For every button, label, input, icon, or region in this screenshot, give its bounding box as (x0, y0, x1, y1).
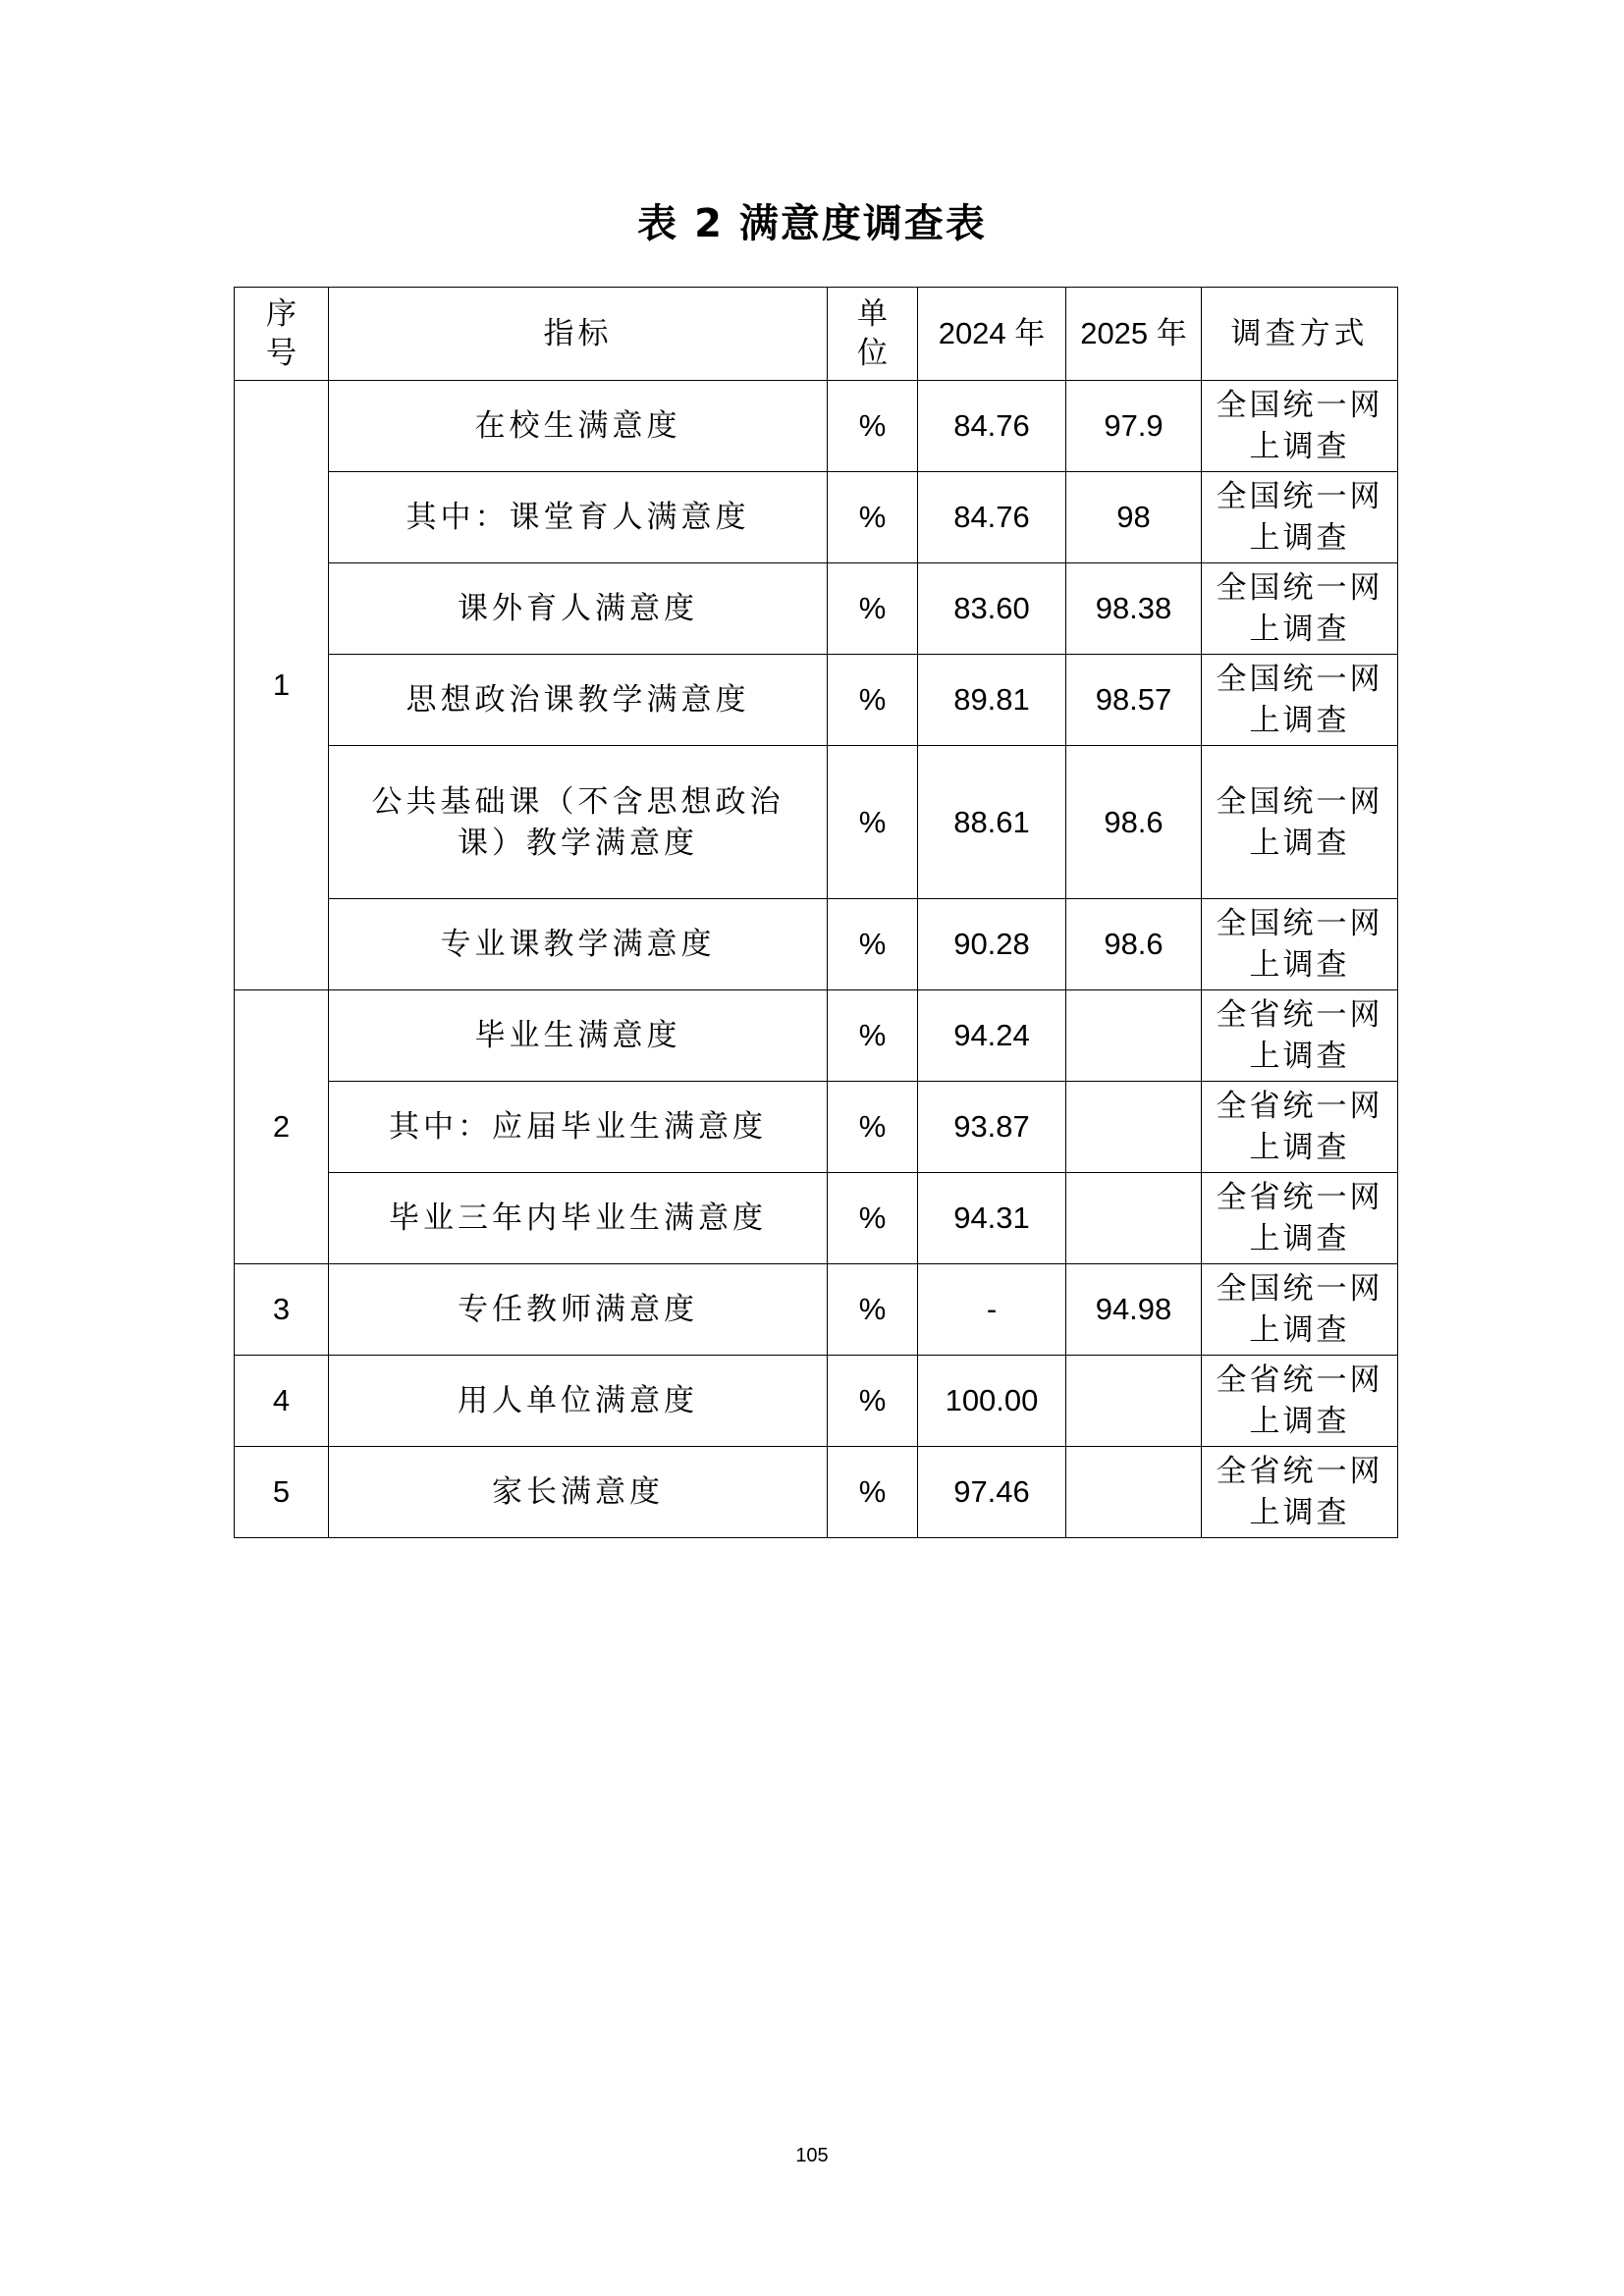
seq-cell: 2 (235, 990, 329, 1264)
table-title: 表 2 满意度调查表 (637, 201, 987, 246)
unit-cell: % (828, 1173, 918, 1264)
header-unit: 单位 (828, 288, 918, 381)
indicator-cell: 专业课教学满意度 (329, 899, 828, 990)
satisfaction-table (234, 287, 1398, 1538)
header-method: 调查方式 (1202, 288, 1398, 381)
table-row (235, 655, 1398, 746)
value-2024-cell: 84.76 (918, 381, 1066, 472)
indicator-cell: 在校生满意度 (329, 381, 828, 472)
method-cell: 全省统一网上调查 (1202, 1447, 1398, 1538)
table-row (235, 1356, 1398, 1447)
value-2025-cell: 98.57 (1066, 655, 1202, 746)
value-2025-cell: 98.6 (1066, 746, 1202, 899)
indicator-cell: 其中：课堂育人满意度 (329, 472, 828, 563)
table-row (235, 563, 1398, 655)
value-2025-cell (1066, 1082, 1202, 1173)
table-row (235, 899, 1398, 990)
value-2024-cell: 89.81 (918, 655, 1066, 746)
indicator-cell: 家长满意度 (329, 1447, 828, 1538)
header-seq: 序号 (235, 288, 329, 381)
unit-cell: % (828, 1082, 918, 1173)
table-row (235, 381, 1398, 472)
page-number: 105 (795, 2145, 829, 2166)
unit-cell: % (828, 1447, 918, 1538)
value-2024-cell: 93.87 (918, 1082, 1066, 1173)
indicator-cell: 用人单位满意度 (329, 1356, 828, 1447)
value-2025-cell (1066, 1447, 1202, 1538)
value-2024-cell: 83.60 (918, 563, 1066, 655)
seq-cell: 3 (235, 1264, 329, 1356)
value-2024-cell: 97.46 (918, 1447, 1066, 1538)
method-cell: 全国统一网上调查 (1202, 472, 1398, 563)
unit-cell: % (828, 1356, 918, 1447)
indicator-cell: 毕业生满意度 (329, 990, 828, 1082)
method-cell: 全省统一网上调查 (1202, 1082, 1398, 1173)
method-cell: 全省统一网上调查 (1202, 1356, 1398, 1447)
value-2024-cell: 100.00 (918, 1356, 1066, 1447)
indicator-cell: 专任教师满意度 (329, 1264, 828, 1356)
indicator-cell: 其中：应届毕业生满意度 (329, 1082, 828, 1173)
method-cell: 全国统一网上调查 (1202, 746, 1398, 899)
unit-cell: % (828, 1264, 918, 1356)
unit-cell: % (828, 899, 918, 990)
unit-cell: % (828, 563, 918, 655)
value-2025-cell (1066, 990, 1202, 1082)
indicator-cell: 公共基础课（不含思想政治课）教学满意度 (329, 746, 828, 899)
seq-cell: 1 (235, 381, 329, 990)
header-2024: 2024 年 (918, 288, 1066, 381)
value-2025-cell: 98.6 (1066, 899, 1202, 990)
header-2025: 2025 年 (1066, 288, 1202, 381)
table-row (235, 1264, 1398, 1356)
method-cell: 全国统一网上调查 (1202, 1264, 1398, 1356)
table-row (235, 1082, 1398, 1173)
method-cell: 全国统一网上调查 (1202, 563, 1398, 655)
value-2025-cell: 94.98 (1066, 1264, 1202, 1356)
method-cell: 全省统一网上调查 (1202, 1173, 1398, 1264)
value-2025-cell: 98 (1066, 472, 1202, 563)
indicator-cell: 课外育人满意度 (329, 563, 828, 655)
indicator-cell: 毕业三年内毕业生满意度 (329, 1173, 828, 1264)
table-row (235, 1447, 1398, 1538)
value-2024-cell: 84.76 (918, 472, 1066, 563)
table-row (235, 1173, 1398, 1264)
unit-cell: % (828, 990, 918, 1082)
seq-cell: 4 (235, 1356, 329, 1447)
header-indicator: 指标 (329, 288, 828, 381)
method-cell: 全国统一网上调查 (1202, 655, 1398, 746)
value-2024-cell: 94.24 (918, 990, 1066, 1082)
unit-cell: % (828, 746, 918, 899)
value-2025-cell (1066, 1173, 1202, 1264)
value-2025-cell: 97.9 (1066, 381, 1202, 472)
method-cell: 全省统一网上调查 (1202, 990, 1398, 1082)
indicator-cell: 思想政治课教学满意度 (329, 655, 828, 746)
unit-cell: % (828, 381, 918, 472)
unit-cell: % (828, 472, 918, 563)
value-2025-cell (1066, 1356, 1202, 1447)
value-2024-cell: - (918, 1264, 1066, 1356)
value-2024-cell: 88.61 (918, 746, 1066, 899)
value-2024-cell: 90.28 (918, 899, 1066, 990)
method-cell: 全国统一网上调查 (1202, 381, 1398, 472)
method-cell: 全国统一网上调查 (1202, 899, 1398, 990)
table-row (235, 746, 1398, 899)
table-row (235, 472, 1398, 563)
unit-cell: % (828, 655, 918, 746)
seq-cell: 5 (235, 1447, 329, 1538)
value-2024-cell: 94.31 (918, 1173, 1066, 1264)
value-2025-cell: 98.38 (1066, 563, 1202, 655)
table-row (235, 990, 1398, 1082)
header-row (235, 288, 1398, 381)
